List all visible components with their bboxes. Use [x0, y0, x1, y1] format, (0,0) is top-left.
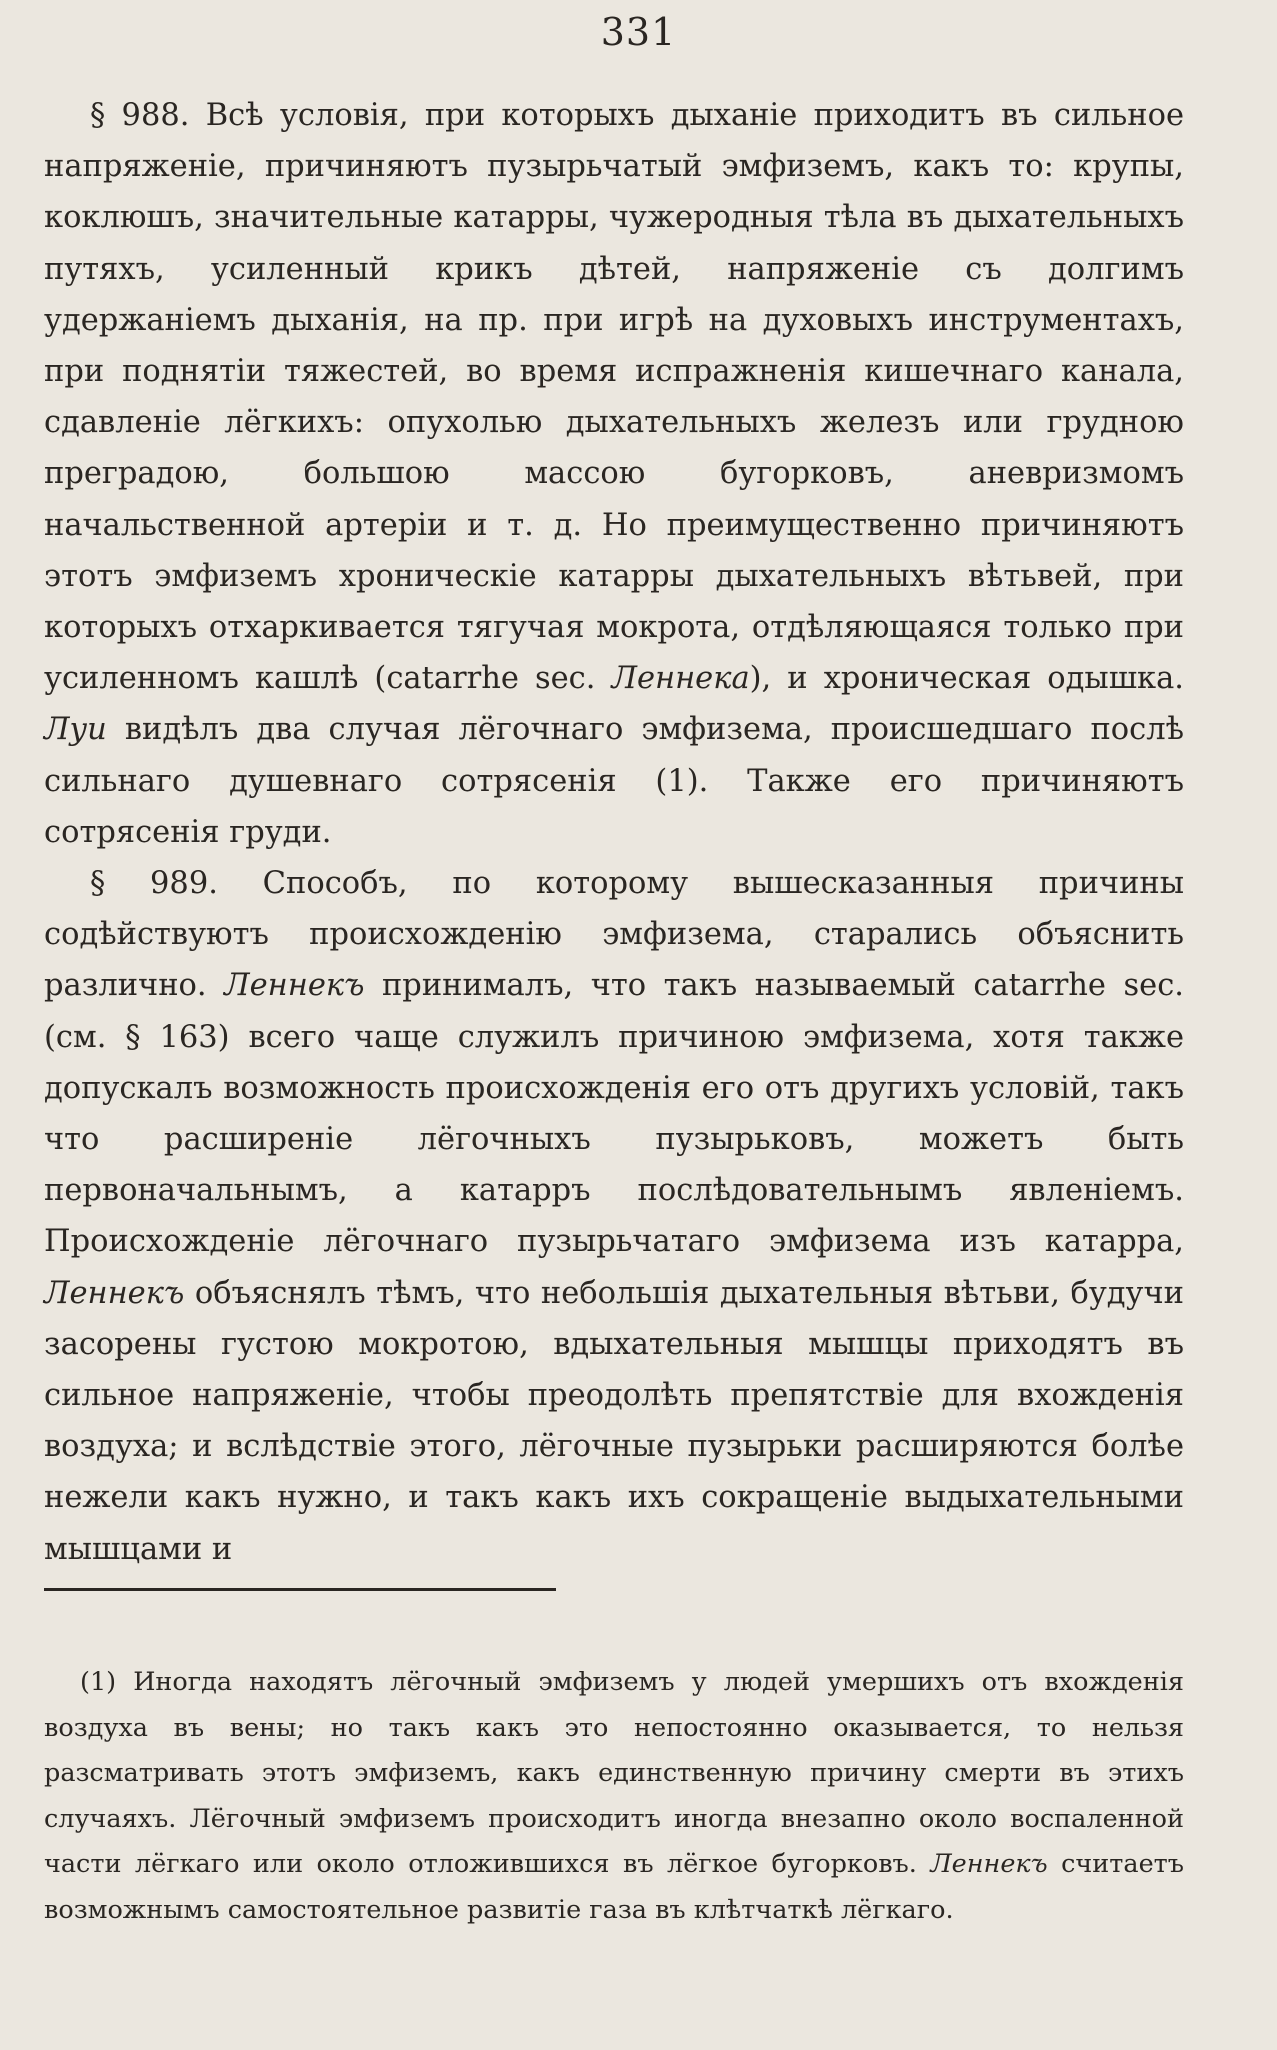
- paragraph-text: ), и хроническая одышка.: [749, 661, 1185, 697]
- page-number: 331: [600, 10, 677, 54]
- paragraph-text: принималъ, что такъ называемый catarrhe sec. (см. § 163) всего чаще служилъ причиною эмфизема, хотя также допускалъ возможность происхожденія его отъ другихъ условій, такъ что расширеніе лёгочныхъ пузырьковъ, можетъ быть первоначальнымъ, а катарръ послѣдовательнымъ явленіемъ. Происхожденіе лёгочнаго пузырьчатаго эмфизема изъ катарра,: [44, 968, 1184, 1260]
- footnote-divider: [44, 1588, 556, 1591]
- author-name: Леннекъ: [44, 1275, 185, 1311]
- paragraph-text: § 989. Способъ, по которому вышесказанныя причины содѣйствуютъ происхожденію эмфизема, старались объяснить различно.: [44, 866, 1184, 1004]
- author-name: Луи: [44, 712, 107, 748]
- author-name: Леннекъ: [930, 1849, 1048, 1879]
- footnote: [44, 1660, 1184, 1933]
- main-text: [44, 90, 1184, 1575]
- paragraph-text: § 988. Всѣ условія, при которыхъ дыханіе приходитъ въ сильное напряженіе, причиняютъ пузырьчатый эмфиземъ, какъ то: крупы, коклюшъ, значительные катарры, чужеродныя тѣла въ дыхательныхъ путяхъ, усиленный крикъ дѣтей, напряженіе съ долгимъ удержаніемъ дыханія, на пр. при игрѣ на духовыхъ инструментахъ, при поднятіи тяжестей, во время испражненія кишечнаго канала, сдавленіе лёгкихъ: опухолью дыхательныхъ железъ или грудною преградою, большою массою бугорковъ, аневризмомъ начальственной артеріи и т. д. Но преимущественно причиняютъ этотъ эмфиземъ хроническіе катарры дыхательныхъ вѣтьвей, при которыхъ отхаркивается тягучая мокрота, отдѣляющаяся только при усиленномъ кашлѣ (catarrhe sec.: [44, 98, 1184, 697]
- paragraph-988: [44, 90, 1184, 858]
- footnote-text: (1) Иногда находятъ лёгочный эмфиземъ у людей умершихъ отъ вхожденія воздуха въ вены; но такъ какъ это непостоянно оказывается, то нельзя разсматривать этотъ эмфиземъ, какъ единственную причину смерти въ этихъ случаяхъ. Лёгочный эмфиземъ происходитъ иногда внезапно около воспаленной части лёгкаго или около отложившихся въ лёгкое бугорковъ.: [44, 1667, 1184, 1879]
- author-name: Леннекъ: [224, 968, 365, 1004]
- author-name: Леннека: [611, 661, 750, 697]
- footnote-paragraph: [44, 1660, 1184, 1933]
- footnote-text: считаетъ возможнымъ самостоятельное развитіе газа въ клѣтчаткѣ лёгкаго.: [44, 1849, 1184, 1925]
- paragraph-text: видѣлъ два случая лёгочнаго эмфизема, происшедшаго послѣ сильнаго душевнаго сотрясенія (1). Также его причиняютъ сотрясенія груди.: [44, 712, 1184, 850]
- paragraph-989: [44, 858, 1184, 1575]
- paragraph-text: объяснялъ тѣмъ, что небольшія дыхательныя вѣтьви, будучи засорены густою мокротою, вдыхательныя мышцы приходятъ въ сильное напряженіе, чтобы преодолѣть препятствіе для вхожденія воздуха; и вслѣдствіе этого, лёгочные пузырьки расширяются болѣе нежели какъ нужно, и такъ какъ ихъ сокращеніе выдыхательными мышцами и: [44, 1275, 1184, 1567]
